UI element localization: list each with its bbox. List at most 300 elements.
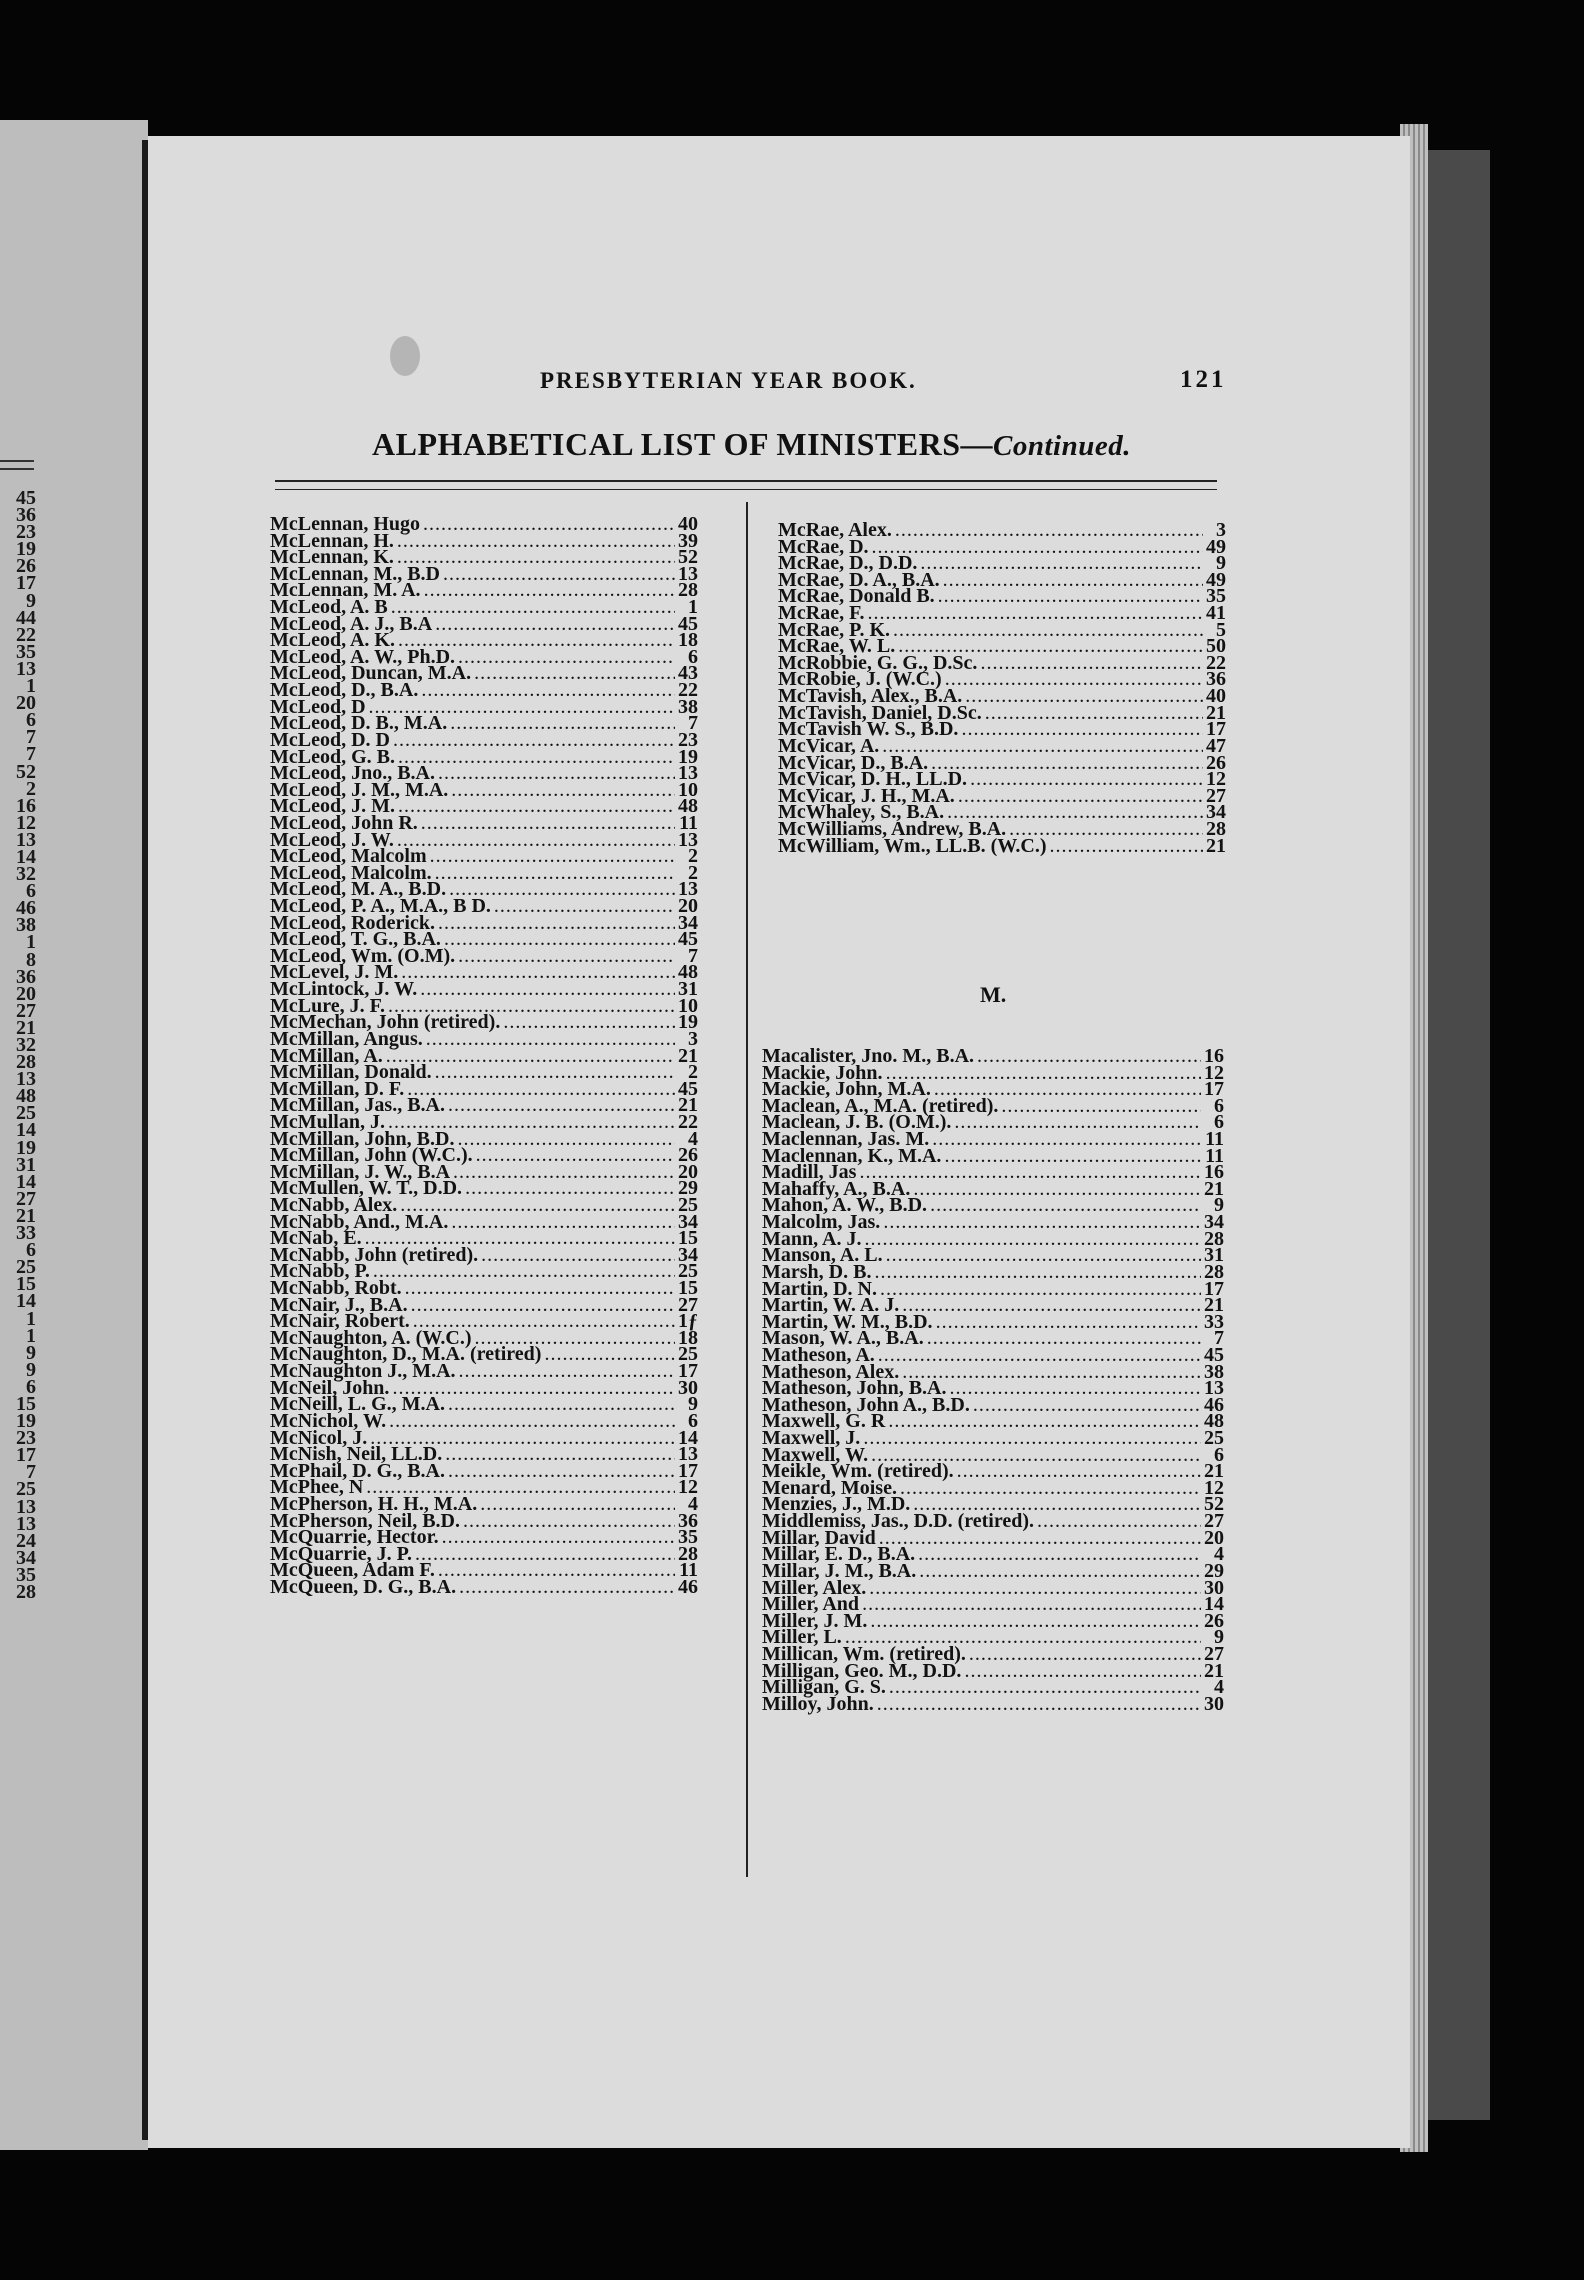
minister-name: Maclennan, Jas. M.	[762, 1128, 930, 1151]
entry-number: 21	[678, 1094, 698, 1117]
entry-number: 39	[678, 529, 698, 552]
leader-dots	[474, 665, 675, 682]
leader-dots	[459, 1363, 675, 1380]
minister-name: Miller, And	[762, 1593, 860, 1616]
minister-name: McPherson, H. H., M.A.	[270, 1492, 478, 1515]
entry-number: 11	[1205, 1144, 1224, 1167]
minister-name: McNaughton, A. (W.C.)	[270, 1326, 472, 1349]
entry-number: 34	[678, 1210, 698, 1233]
facing-page-number: 33	[16, 1222, 36, 1245]
entry-number: 30	[1204, 1576, 1224, 1599]
leader-dots	[980, 655, 1203, 672]
minister-name: Meikle, Wm. (retired).	[762, 1460, 954, 1483]
entry-number: 13	[678, 762, 698, 785]
minister-name: McLeod, G. B.	[270, 745, 395, 768]
leader-dots	[401, 964, 675, 981]
entry-number: 26	[678, 1144, 698, 1167]
minister-name: McNab, E.	[270, 1227, 362, 1250]
minister-name: McLeod, A. J., B.A	[270, 612, 433, 635]
leader-dots	[977, 1048, 1201, 1065]
leader-dots	[465, 1180, 675, 1197]
minister-name: Mackie, John, M.A.	[762, 1078, 931, 1101]
facing-page-number: 2	[26, 777, 36, 800]
leader-dots	[927, 1330, 1201, 1347]
leader-dots	[886, 1247, 1201, 1264]
leader-dots	[435, 616, 675, 633]
leader-dots	[445, 1446, 675, 1463]
leader-dots	[882, 738, 1203, 755]
facing-page-number: 8	[26, 948, 36, 971]
leader-dots	[389, 1413, 675, 1430]
facing-page-number: 23	[16, 1427, 36, 1450]
page-title	[372, 426, 1131, 463]
minister-name: Martin, W. A. J.	[762, 1294, 900, 1317]
minister-name: Mason, W. A., B.A.	[762, 1327, 924, 1350]
facing-page-rule	[0, 468, 34, 470]
entry-number: 14	[678, 1426, 698, 1449]
leader-dots	[451, 1214, 675, 1231]
minister-name: McRae, D. A., B.A.	[778, 568, 940, 591]
facing-page-number: 13	[16, 828, 36, 851]
leader-dots	[459, 1579, 675, 1596]
minister-name: Mahaffy, A., B.A.	[762, 1177, 911, 1200]
entry-number: 18	[678, 629, 698, 652]
leader-dots	[874, 1264, 1201, 1281]
facing-page-number: 34	[16, 1546, 36, 1569]
entry-number: 52	[678, 546, 698, 569]
minister-name: McMillan, A.	[270, 1044, 383, 1067]
minister-name: Maxwell, W.	[762, 1443, 869, 1466]
facing-page-number: 45	[16, 487, 36, 509]
facing-page-number: 12	[16, 811, 36, 834]
minister-name: McMillan, J. W., B.A	[270, 1160, 451, 1183]
facing-page-number: 52	[16, 760, 36, 783]
entry-number: 5	[1216, 618, 1226, 641]
title-rule	[275, 480, 1217, 482]
leader-dots	[398, 798, 675, 815]
facing-page-number: 32	[16, 863, 36, 886]
facing-page-number: 26	[16, 555, 36, 578]
minister-name: Millican, Wm. (retired).	[762, 1642, 966, 1665]
minister-name: McLeod, D. D	[270, 728, 390, 751]
minister-name: McNeil, John.	[270, 1376, 390, 1399]
minister-name: McNaughton, D., M.A. (retired)	[270, 1343, 542, 1366]
minister-name: Miller, Alex.	[762, 1576, 867, 1599]
entry-number: 21	[678, 1044, 698, 1067]
entry-number: 6	[1214, 1111, 1224, 1134]
facing-page-number: 21	[16, 1016, 36, 1039]
column-divider	[746, 502, 748, 1877]
entry-number: 6	[1214, 1094, 1224, 1117]
facing-page-number: 48	[16, 1085, 36, 1108]
minister-name: McLeod, D. B., M.A.	[270, 712, 448, 735]
minister-name: McLeod, John R.	[270, 811, 418, 834]
leader-dots	[872, 539, 1203, 556]
entry-number: 2	[688, 1061, 698, 1084]
facing-page-number: 25	[16, 1256, 36, 1279]
facing-page-number: 31	[16, 1153, 36, 1176]
leader-dots	[407, 1081, 675, 1098]
minister-name: McNicol, J.	[270, 1426, 368, 1449]
minister-name: McLevel, J. M.	[270, 961, 399, 984]
leader-dots	[943, 572, 1203, 589]
leader-dots	[859, 1164, 1201, 1181]
entry-number: 49	[1206, 568, 1226, 591]
facing-page-number: 6	[26, 1239, 36, 1262]
entry-number: 26	[1206, 751, 1226, 774]
entry-number: 20	[1204, 1526, 1224, 1549]
entry-number: 21	[1204, 1659, 1224, 1682]
facing-page-numbers	[0, 487, 36, 1603]
facing-page-number: 35	[16, 640, 36, 663]
minister-name: McMillan, John, B.D.	[270, 1127, 455, 1150]
minister-name: McLeod, J. W.	[270, 828, 394, 851]
leader-dots	[451, 782, 675, 799]
leader-dots	[973, 1397, 1201, 1414]
leader-dots	[503, 1014, 675, 1031]
facing-page-number: 25	[16, 1478, 36, 1501]
leader-dots	[423, 516, 675, 533]
title-rule	[275, 489, 1217, 490]
entry-number: 34	[678, 911, 698, 934]
minister-name: McMullen, W. T., D.D.	[270, 1177, 463, 1200]
entry-number: 27	[1204, 1510, 1224, 1533]
leader-dots	[448, 1463, 675, 1480]
entry-number: 11	[679, 811, 698, 834]
entry-number: 48	[678, 961, 698, 984]
minister-name: McLeod, A. W., Ph.D.	[270, 645, 456, 668]
entry-number: 18	[678, 1326, 698, 1349]
entry-number: 52	[1204, 1493, 1224, 1516]
entry-number: 13	[1204, 1377, 1224, 1400]
minister-name: McQuarrie, Hector.	[270, 1526, 439, 1549]
minister-name: Matheson, John, B.A.	[762, 1377, 947, 1400]
minister-name: Millar, E. D., B.A.	[762, 1543, 916, 1566]
entry-number: 36	[678, 1509, 698, 1532]
entry-number: 45	[1204, 1343, 1224, 1366]
minister-name: Martin, W. M., B.D.	[762, 1310, 933, 1333]
facing-page-number: 17	[16, 572, 36, 595]
entry-number: 35	[1206, 585, 1226, 608]
facing-page-number: 38	[16, 914, 36, 937]
entry-number: 46	[1204, 1393, 1224, 1416]
minister-name: McLennan, M. A.	[270, 579, 421, 602]
entry-number: 16	[1204, 1161, 1224, 1184]
leader-dots	[893, 622, 1203, 639]
leader-dots	[438, 765, 675, 782]
minister-name: McLeod, J. M.	[270, 795, 395, 818]
entry-number: 45	[678, 612, 698, 635]
minister-name: McNichol, W.	[270, 1409, 387, 1432]
page-number: 121	[1180, 366, 1227, 393]
leader-dots	[878, 1347, 1201, 1364]
minister-name: McNaughton J., M.A.	[270, 1360, 456, 1383]
leader-dots	[448, 1396, 675, 1413]
entry-number: 17	[678, 1459, 698, 1482]
entry-number: 30	[678, 1376, 698, 1399]
minister-name: Millar, David	[762, 1526, 876, 1549]
minister-name: McMillan, Angus.	[270, 1027, 423, 1050]
facing-page-number: 32	[16, 1034, 36, 1056]
entry-number: 21	[1206, 834, 1226, 857]
entry-number: 22	[1206, 651, 1226, 674]
leader-dots	[920, 555, 1203, 572]
entry-number: 10	[678, 778, 698, 801]
minister-name: McNish, Neil, LL.D.	[270, 1443, 443, 1466]
entry-number: 34	[1204, 1211, 1224, 1234]
minister-name: McLeod, D., B.A.	[270, 679, 419, 702]
minister-name: Marsh, D. B.	[762, 1260, 872, 1283]
minister-name: McNabb, Alex.	[270, 1193, 398, 1216]
entry-number: 4	[688, 1492, 698, 1515]
minister-name: McWilliam, Wm., LL.B. (W.C.)	[778, 834, 1047, 857]
facing-page-rule	[0, 460, 34, 462]
entry-number: 12	[1206, 768, 1226, 791]
leader-dots	[938, 588, 1203, 605]
entry-number: 20	[678, 1160, 698, 1183]
minister-name: McPherson, Neil, B.D.	[270, 1509, 460, 1532]
leader-dots	[1037, 1513, 1201, 1530]
running-head: PRESBYTERIAN YEAR BOOK.	[540, 368, 917, 393]
minister-name: McLeod, J. M., M.A.	[270, 778, 449, 801]
minister-name: McLeod, A. B	[270, 596, 388, 619]
minister-name: McLennan, Hugo	[270, 513, 421, 535]
minister-name: Maclean, J. B. (O.M.).	[762, 1111, 952, 1134]
leader-dots	[420, 981, 675, 998]
entry-number: 30	[1204, 1692, 1224, 1715]
leader-dots	[430, 848, 675, 865]
leader-dots	[949, 1380, 1201, 1397]
facing-page-number: 27	[16, 1187, 36, 1210]
title-continued: Continued.	[993, 430, 1131, 462]
facing-page-number: 35	[16, 1563, 36, 1586]
minister-name: McQuarrie, J. P.	[270, 1542, 413, 1565]
leader-dots	[411, 1297, 675, 1314]
minister-name: McVicar, D. H., LL.D.	[778, 768, 968, 791]
facing-page-number: 13	[16, 1068, 36, 1091]
facing-page-number: 36	[16, 504, 36, 527]
leader-dots	[453, 1164, 675, 1181]
facing-page-number: 6	[26, 880, 36, 903]
leader-dots	[889, 1679, 1201, 1696]
entry-number: 17	[1204, 1277, 1224, 1300]
minister-name: McVicar, A.	[778, 734, 880, 757]
leader-dots	[918, 1546, 1201, 1563]
entry-number: 4	[1214, 1543, 1224, 1566]
facing-page-number: 15	[16, 1273, 36, 1296]
entry-number: 28	[678, 579, 698, 602]
entry-number: 22	[678, 1110, 698, 1133]
minister-name: McRae, F.	[778, 602, 865, 625]
minister-name: McPhail, D. G., B.A.	[270, 1459, 445, 1482]
facing-page-number: 7	[26, 743, 36, 766]
entry-number: 34	[1206, 801, 1226, 824]
leader-dots	[544, 1346, 675, 1363]
facing-page	[0, 120, 148, 2150]
minister-name: Manson, A. L.	[762, 1244, 883, 1267]
entry-number: 48	[678, 795, 698, 818]
leader-dots	[969, 1646, 1201, 1663]
entry-number: 28	[1204, 1227, 1224, 1250]
leader-dots	[424, 582, 675, 599]
facing-page-number: 6	[26, 709, 36, 732]
leader-dots	[457, 1131, 675, 1148]
minister-name: McLennan, K.	[270, 546, 394, 569]
minister-name: McRobie, J. (W.C.)	[778, 668, 942, 691]
minister-name: Mackie, John.	[762, 1061, 883, 1084]
entry-number: 21	[1204, 1294, 1224, 1317]
minister-name: McVicar, J. H., M.A.	[778, 784, 955, 807]
leader-dots	[919, 1563, 1201, 1580]
entry-number: 25	[678, 1343, 698, 1366]
leader-dots	[450, 715, 675, 732]
leader-dots	[944, 1148, 1201, 1165]
minister-name: Maxwell, G. R	[762, 1410, 886, 1433]
minister-name: Malcolm, Jas.	[762, 1211, 881, 1234]
entry-number: 2	[688, 845, 698, 868]
facing-page-number: 28	[16, 1581, 36, 1603]
entry-number: 19	[678, 1011, 698, 1034]
entry-number: 7	[688, 944, 698, 967]
right-column-top	[778, 519, 1226, 857]
entry-number: 22	[678, 679, 698, 702]
entry-number: 17	[1204, 1078, 1224, 1101]
entry-number: 27	[1204, 1642, 1224, 1665]
entry-number: 48	[1204, 1410, 1224, 1433]
leader-dots	[902, 1297, 1201, 1314]
facing-page-number: 1	[26, 931, 36, 954]
leader-dots	[902, 1364, 1201, 1381]
leader-dots	[869, 1580, 1201, 1597]
minister-name: Miller, J. M.	[762, 1609, 868, 1632]
minister-name: McTavish W. S., B.D.	[778, 718, 959, 741]
entry-number: 38	[678, 695, 698, 718]
list-entry	[778, 834, 1226, 857]
leader-dots	[448, 1097, 675, 1114]
entry-number: 13	[678, 878, 698, 901]
facing-page-number: 7	[26, 726, 36, 749]
facing-page-number: 9	[26, 1341, 36, 1364]
entry-number: 49	[1206, 535, 1226, 558]
entry-number: 45	[678, 928, 698, 951]
facing-page-number: 23	[16, 521, 36, 544]
leader-dots	[463, 1513, 675, 1530]
minister-name: McLeod, D	[270, 695, 366, 718]
leader-dots	[435, 865, 675, 882]
facing-page-number: 13	[16, 1495, 36, 1518]
leader-dots	[867, 605, 1203, 622]
entry-number: 17	[678, 1360, 698, 1383]
minister-name: McNabb, John (retired).	[270, 1243, 479, 1266]
leader-dots	[398, 749, 675, 766]
leader-dots	[494, 898, 675, 915]
leader-dots	[421, 815, 675, 832]
minister-name: McLennan, M., B.D	[270, 562, 440, 585]
minister-name: McNair, Robert.	[270, 1310, 410, 1333]
entry-number: 28	[1204, 1260, 1224, 1283]
minister-name: McMillan, Jas., B.A.	[270, 1094, 445, 1117]
minister-name: McPhee, N	[270, 1476, 364, 1499]
facing-page-number: 14	[16, 1119, 36, 1142]
leader-dots	[444, 931, 675, 948]
leader-dots	[476, 1147, 675, 1164]
minister-name: Milligan, G. S.	[762, 1676, 886, 1699]
facing-page-number: 19	[16, 538, 36, 561]
leader-dots	[954, 1114, 1201, 1131]
minister-name: Milligan, Geo. M., D.D.	[762, 1659, 962, 1682]
entry-number: 31	[678, 978, 698, 1001]
minister-name: Maxwell, J.	[762, 1427, 861, 1450]
minister-name: McNabb, P.	[270, 1260, 370, 1283]
entry-number: 12	[1204, 1061, 1224, 1084]
minister-name: Milloy, John.	[762, 1692, 874, 1715]
minister-name: McLeod, Duncan, M.A.	[270, 662, 472, 685]
leader-dots	[961, 721, 1203, 738]
entry-number: 6	[1214, 1443, 1224, 1466]
facing-page-number: 9	[26, 1358, 36, 1381]
minister-name: McRae, D.	[778, 535, 869, 558]
entry-number: 14	[1204, 1593, 1224, 1616]
leader-dots	[442, 1529, 675, 1546]
facing-page-number: 1	[26, 1307, 36, 1330]
entry-number: 10	[678, 994, 698, 1017]
leader-dots	[864, 1231, 1201, 1248]
leader-dots	[870, 1613, 1201, 1630]
minister-name: Martin, D. N.	[762, 1277, 877, 1300]
facing-page-number: 13	[16, 657, 36, 680]
minister-name: McNabb, Robt.	[270, 1277, 402, 1300]
facing-page-number: 27	[16, 999, 36, 1022]
minister-name: Macalister, Jno. M., B.A.	[762, 1045, 975, 1067]
entry-number: 47	[1206, 734, 1226, 757]
facing-page-number: 15	[16, 1392, 36, 1415]
leader-dots	[863, 1430, 1201, 1447]
leader-dots	[397, 533, 675, 550]
minister-name: McLure, J. F.	[270, 994, 385, 1017]
leader-dots	[900, 1480, 1201, 1497]
minister-name: McLeod, Wm. (O.M).	[270, 944, 456, 967]
list-entry	[270, 1576, 698, 1598]
leader-dots	[965, 688, 1203, 705]
leader-dots	[958, 788, 1203, 805]
facing-page-number: 13	[16, 1512, 36, 1535]
entry-number: 21	[1204, 1177, 1224, 1200]
facing-page-number: 46	[16, 897, 36, 920]
entry-number: 45	[678, 1077, 698, 1100]
entry-number: 27	[678, 1293, 698, 1316]
entry-number: 7	[688, 712, 698, 735]
facing-page-number: 9	[26, 589, 36, 612]
minister-name: Matheson, John A., B.D.	[762, 1393, 970, 1416]
minister-name: McLeod, P. A., M.A., B D.	[270, 895, 491, 918]
entry-number: 33	[1204, 1310, 1224, 1333]
minister-name: McRae, Alex.	[778, 519, 892, 541]
leader-dots	[945, 671, 1203, 688]
title-main: ALPHABETICAL LIST OF MINISTERS—	[372, 426, 993, 462]
leader-dots	[879, 1530, 1201, 1547]
leader-dots	[964, 1663, 1201, 1680]
minister-name: McRae, W. L.	[778, 635, 896, 658]
minister-name: McMechan, John (retired).	[270, 1011, 501, 1034]
minister-name: Menard, Moise.	[762, 1476, 897, 1499]
entry-number: 40	[1206, 685, 1226, 708]
minister-name: McQueen, Adam F.	[270, 1559, 435, 1582]
leader-dots	[458, 649, 675, 666]
entry-number: 28	[678, 1542, 698, 1565]
minister-name: McMillan, D. F.	[270, 1077, 405, 1100]
leader-dots	[888, 1413, 1201, 1430]
entry-number: 21	[1206, 701, 1226, 724]
